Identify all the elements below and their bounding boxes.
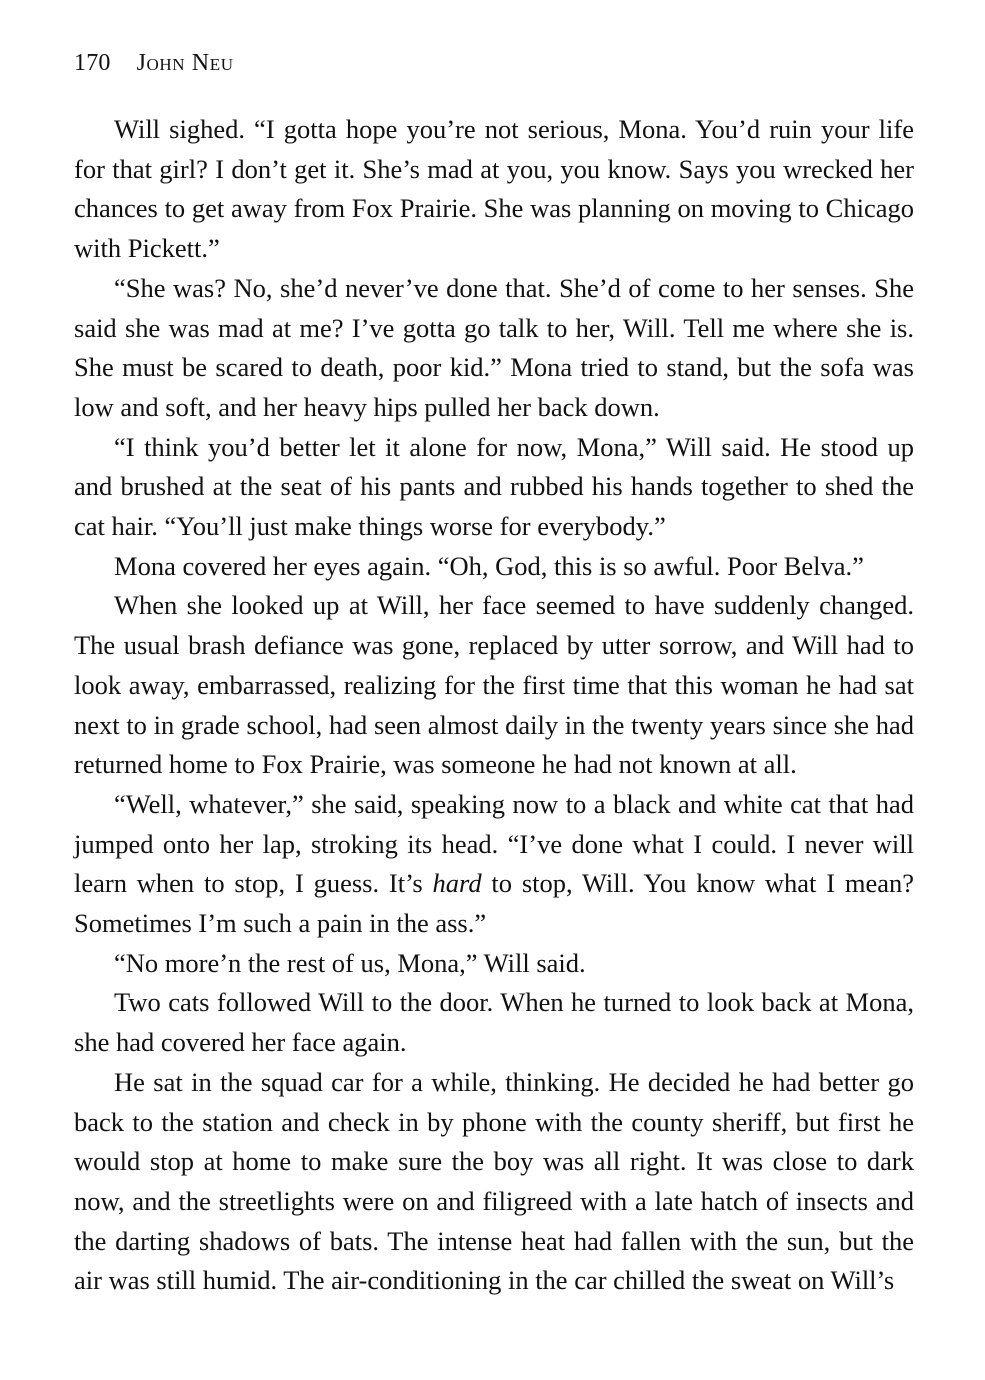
paragraph-5: When she looked up at Will, her face seemed to have suddenly changed. The usual brash defiance was gone, replaced by utter sorrow, and Will had to look away, embarrassed, realizing for the first time that this woman he had sat next to in grade school, had seen almost daily in the twenty years since she had returned home to Fox Prairie, was someone he had not known at all. (74, 590, 914, 780)
paragraph-6 (74, 785, 914, 944)
running-head (74, 48, 234, 78)
author-name: John Neu (136, 50, 234, 76)
emphasized-word: hard (432, 868, 482, 899)
paragraph-7: “No more’n the rest of us, Mona,” Will said. (114, 947, 586, 978)
paragraph-3: “I think you’d better let it alone for now, Mona,” Will said. He stood up and brushed at the seat of his pants and rubbed his hands together to shed the cat hair. “You’ll just make things worse for everybody.” (74, 431, 914, 542)
paragraph-8: Two cats followed Will to the door. When he turned to look back at Mona, she had covered her face again. (74, 987, 914, 1058)
body-text (74, 110, 914, 1301)
paragraph-6-after: to stop, Will. You know what I mean? Sometimes I’m such a pain in the ass.” (74, 868, 914, 939)
paragraph-2: “She was? No, she’d never’ve done that. She’d of come to her senses. She said she was mad at me? I’ve gotta go talk to her, Will. Tell me where she is. She must be scared to death, poor kid.” Mona tried to stand, but the sofa was low and soft, and her heavy hips pulled her back down. (74, 272, 914, 422)
paragraph-9: He sat in the squad car for a while, thinking. He decided he had better go back to the station and check in by phone with the county sheriff, but first he would stop at home to make sure the boy was all right. It was close to dark now, and the streetlights were on and filigreed with a late hatch of insects and the darting shadows of bats. The intense heat had fallen with the sun, but the air was still humid. The air-conditioning in the car chilled the sweat on Will’s (74, 1066, 914, 1296)
page-number: 170 (74, 50, 111, 76)
paragraph-4: Mona covered her eyes again. “Oh, God, this is so awful. Poor Belva.” (114, 550, 864, 581)
paragraph-1: Will sighed. “I gotta hope you’re not serious, Mona. You’d ruin your life for that girl? I don’t get it. She’s mad at you, you know. Says you wrecked her chances to get away from Fox Prairie. She was planning on moving to Chicago with Pickett.” (74, 114, 914, 264)
paragraph-6-before: “Well, whatever,” she said, speaking now to a black and white cat that had jumped onto her lap, stroking its head. “I’ve done what I could. I never will learn when to stop, I guess. It’s (74, 788, 914, 899)
